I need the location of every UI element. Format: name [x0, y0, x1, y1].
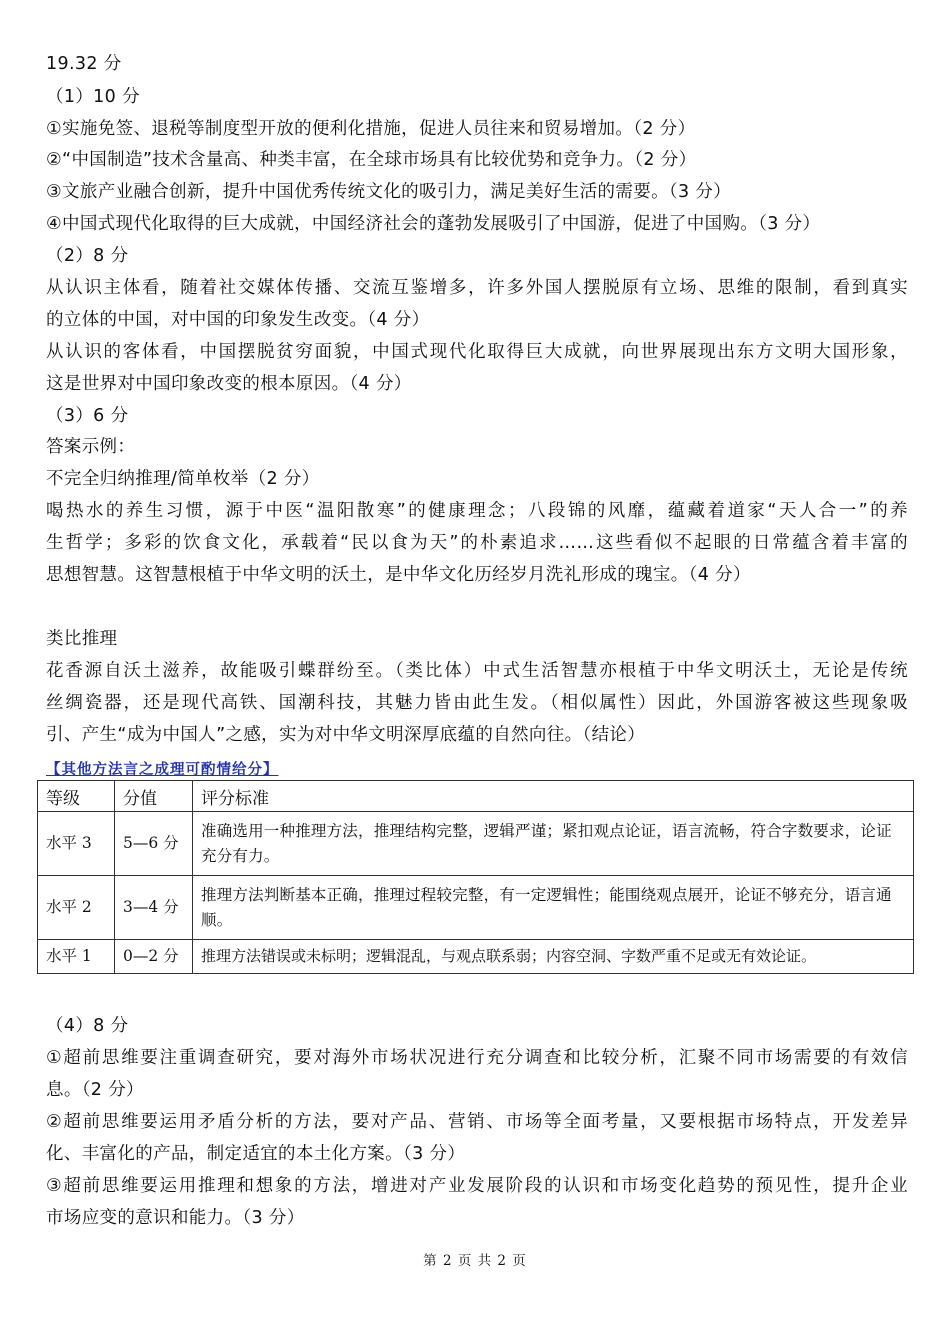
text-line: 不完全归纳推理/简单枚举（2 分）: [46, 469, 320, 489]
criteria-cell: 推理方法错误或未标明；逻辑混乱，与观点联系弱；内容空洞、字数严重不足或无有效论证。: [193, 940, 914, 974]
text-line: ①实施免签、退税等制度型开放的便利化措施，促进人员往来和贸易增加。（2 分）: [46, 119, 696, 139]
text-line: ②“中国制造”技术含量高、种类丰富，在全球市场具有比较优势和竞争力。（2 分）: [46, 150, 697, 170]
text-line: 息。（2 分）: [46, 1080, 144, 1100]
page-footer: 第 2 页 共 2 页: [423, 1253, 527, 1269]
header-score: 分值: [115, 781, 193, 812]
criteria-cell: 推理方法判断基本正确，推理过程较完整，有一定逻辑性；能围绕观点展开，论证不够充分，语言通顺。: [193, 876, 914, 940]
text-line: ③文旅产业融合创新，提升中国优秀传统文化的吸引力，满足美好生活的需要。（3 分）: [46, 182, 732, 202]
text-line: （1）10 分: [46, 87, 140, 107]
text-line: 丝绸瓷器，还是现代高铁、国潮科技，其魅力皆由此生发。（相似属性）因此，外国游客被这些现象吸: [46, 693, 908, 713]
table-row: [38, 876, 914, 940]
score-cell: 0—2 分: [115, 940, 193, 974]
text-line: 花香源自沃土滋养，故能吸引蝶群纷至。（类比体）中式生活智慧亦根植于中华文明沃土，无论是传统: [46, 661, 908, 681]
text-line: 化、丰富化的产品，制定适宜的本土化方案。（3 分）: [46, 1144, 466, 1164]
criteria-cell: 准确选用一种推理方法，推理结构完整，逻辑严谨；紧扣观点论证，语言流畅，符合字数要求，论证充分有力。: [193, 812, 914, 876]
text-line: ③超前思维要运用推理和想象的方法，增进对产业发展阶段的认识和市场变化趋势的预见性，提升企业: [46, 1176, 908, 1196]
text-line: 19.32 分: [46, 54, 122, 74]
text-line: ①超前思维要注重调查研究，要对海外市场状况进行充分调查和比较分析，汇聚不同市场需要的有效信: [46, 1048, 908, 1068]
header-level: 等级: [38, 781, 115, 812]
text-line: 从认识的客体看，中国摆脱贫穷面貌，中国式现代化取得巨大成就，向世界展现出东方文明大国形象，: [46, 342, 908, 362]
text-line: 从认识主体看，随着社交媒体传播、交流互鉴增多，许多外国人摆脱原有立场、思维的限制，看到真实: [46, 278, 908, 298]
level-cell: 水平 2: [38, 876, 115, 940]
text-line: （4）8 分: [46, 1016, 129, 1036]
text-line: （3）6 分: [46, 406, 129, 426]
level-cell: 水平 3: [38, 812, 115, 876]
text-line: 市场应变的意识和能力。（3 分）: [46, 1208, 305, 1228]
text-line: 思想智慧。这智慧根植于中华文明的沃土，是中华文化历经岁月洗礼形成的瑰宝。（4 分）: [46, 565, 751, 585]
text-line: 生哲学；多彩的饮食文化，承载着“民以食为天”的朴素追求……这些看似不起眼的日常蕴含着丰富的: [46, 533, 908, 553]
text-line: ④中国式现代化取得的巨大成就，中国经济社会的蓬勃发展吸引了中国游，促进了中国购。（3 分）: [46, 214, 821, 234]
text-line: 的立体的中国，对中国的印象发生改变。（4 分）: [46, 310, 430, 330]
scoring-note: 【其他方法言之成理可酌情给分】: [46, 761, 279, 778]
text-line: 类比推理: [46, 629, 118, 649]
text-line: 答案示例：: [46, 437, 136, 457]
text-line: 喝热水的养生习惯，源于中医“温阳散寒”的健康理念；八段锦的风靡，蕴藏着道家“天人合一”的养: [46, 501, 908, 521]
scoring-table: [37, 780, 914, 974]
score-cell: 5—6 分: [115, 812, 193, 876]
table-header-row: [38, 781, 914, 812]
score-cell: 3—4 分: [115, 876, 193, 940]
text-line: ②超前思维要运用矛盾分析的方法，要对产品、营销、市场等全面考量，又要根据市场特点，开发差异: [46, 1112, 908, 1132]
header-criteria: 评分标准: [193, 781, 914, 812]
table-row: [38, 812, 914, 876]
level-cell: 水平 1: [38, 940, 115, 974]
text-line: （2）8 分: [46, 246, 129, 266]
text-line: 这是世界对中国印象改变的根本原因。（4 分）: [46, 374, 412, 394]
text-line: 引、产生“成为中国人”之感，实为对中华文明深厚底蕴的自然向往。（结论）: [46, 725, 646, 745]
table-row: [38, 940, 914, 974]
